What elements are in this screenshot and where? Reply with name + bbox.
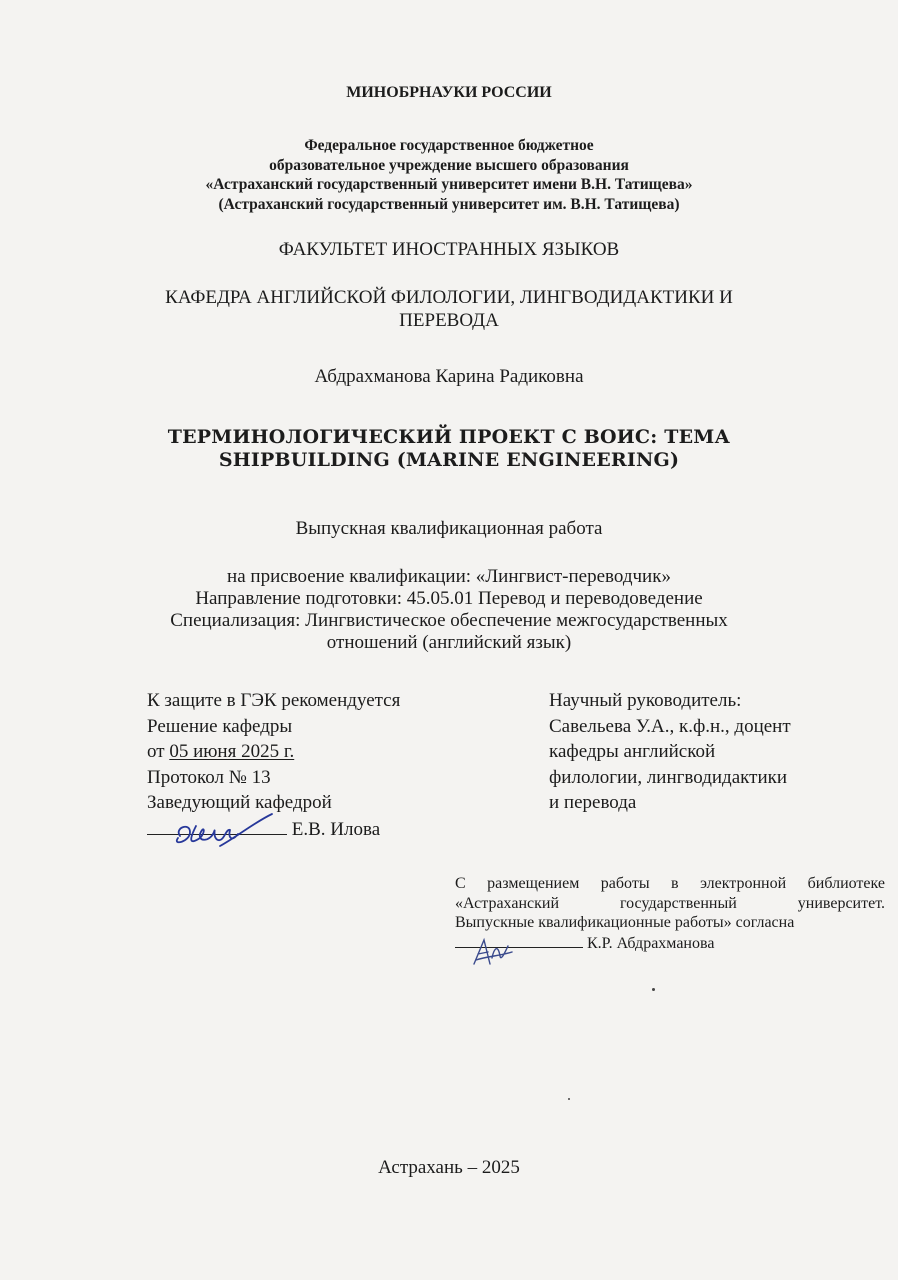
supervisor-line-1: Савельева У.А., к.ф.н., доцент: [549, 715, 791, 737]
library-consent-block: [455, 874, 885, 953]
thesis-title-line-1: ТЕРМИНОЛОГИЧЕСКИЙ ПРОЕКТ С ВОИС: ТЕМА: [167, 426, 731, 448]
department-name: [150, 286, 748, 332]
department-line-2: ПЕРЕВОДА: [399, 310, 499, 331]
thesis-title-line-2: SHIPBUILDING (MARINE ENGINEERING): [218, 449, 680, 471]
decision-date: 05 июня 2025 г.: [169, 741, 295, 762]
recommendation-line: К защите в ГЭК рекомендуется: [147, 690, 401, 711]
speck-mark: [568, 1098, 570, 1100]
faculty-name: ФАКУЛЬТЕТ ИНОСТРАННЫХ ЯЗЫКОВ: [278, 239, 620, 260]
decision-line: Решение кафедры: [147, 715, 293, 737]
supervisor-label: Научный руководитель:: [549, 690, 742, 711]
speck-mark: [652, 988, 655, 991]
author-name: Абдрахманова Карина Радиковна: [314, 366, 584, 387]
ministry-heading: МИНОБРНАУКИ РОССИИ: [346, 84, 552, 101]
institution-line-1: Федеральное государственное бюджетное: [304, 137, 594, 154]
date-line: [147, 739, 400, 765]
specialization-line-2: отношений (английский язык): [326, 632, 572, 653]
supervisor-line-3: филологии, лингводидактики: [549, 766, 788, 788]
qualification-line: на присвоение квалификации: «Лингвист-переводчик»: [227, 566, 671, 587]
author-signature-icon: [468, 934, 518, 970]
date-prefix: от: [147, 741, 165, 762]
qualification-block: [0, 566, 898, 654]
thesis-title: [0, 426, 898, 472]
city-year: Астрахань – 2025: [378, 1157, 520, 1178]
specialization-line-1: Специализация: Лингвистическое обеспечение межгосударственных: [170, 610, 728, 631]
supervisor-line-4: и перевода: [549, 792, 637, 813]
department-line-1: КАФЕДРА АНГЛИЙСКОЙ ФИЛОЛОГИИ, ЛИНГВОДИДАКТИКИ И: [165, 287, 733, 308]
work-type: Выпускная квалификационная работа: [295, 518, 603, 539]
protocol-line: Протокол № 13: [147, 766, 271, 788]
consent-signature-line: [455, 933, 885, 954]
institution-block: [0, 136, 898, 214]
consent-line-3: Выпускные квалификационные работы» согласна: [455, 914, 795, 931]
head-signature-icon: [160, 808, 280, 856]
consent-line-2: «Астраханский государственный университет.: [455, 894, 885, 912]
direction-line: Направление подготовки: 45.05.01 Перевод и переводоведение: [195, 588, 703, 609]
head-name: Е.В. Илова: [291, 818, 381, 840]
institution-line-4: (Астраханский государственный университет им. В.Н. Татищева): [218, 195, 680, 213]
supervisor-line-2: кафедры английской: [549, 741, 716, 762]
institution-line-2: образовательное учреждение высшего образования: [269, 156, 629, 174]
head-of-department-line: Заведующий кафедрой: [147, 792, 332, 813]
consent-name: К.Р. Абдрахманова: [587, 934, 715, 952]
institution-line-3: «Астраханский государственный университет имени В.Н. Татищева»: [205, 176, 693, 193]
consent-line-1: С размещением работы в электронной библиотеке: [455, 875, 885, 892]
supervisor-block: [549, 688, 791, 816]
